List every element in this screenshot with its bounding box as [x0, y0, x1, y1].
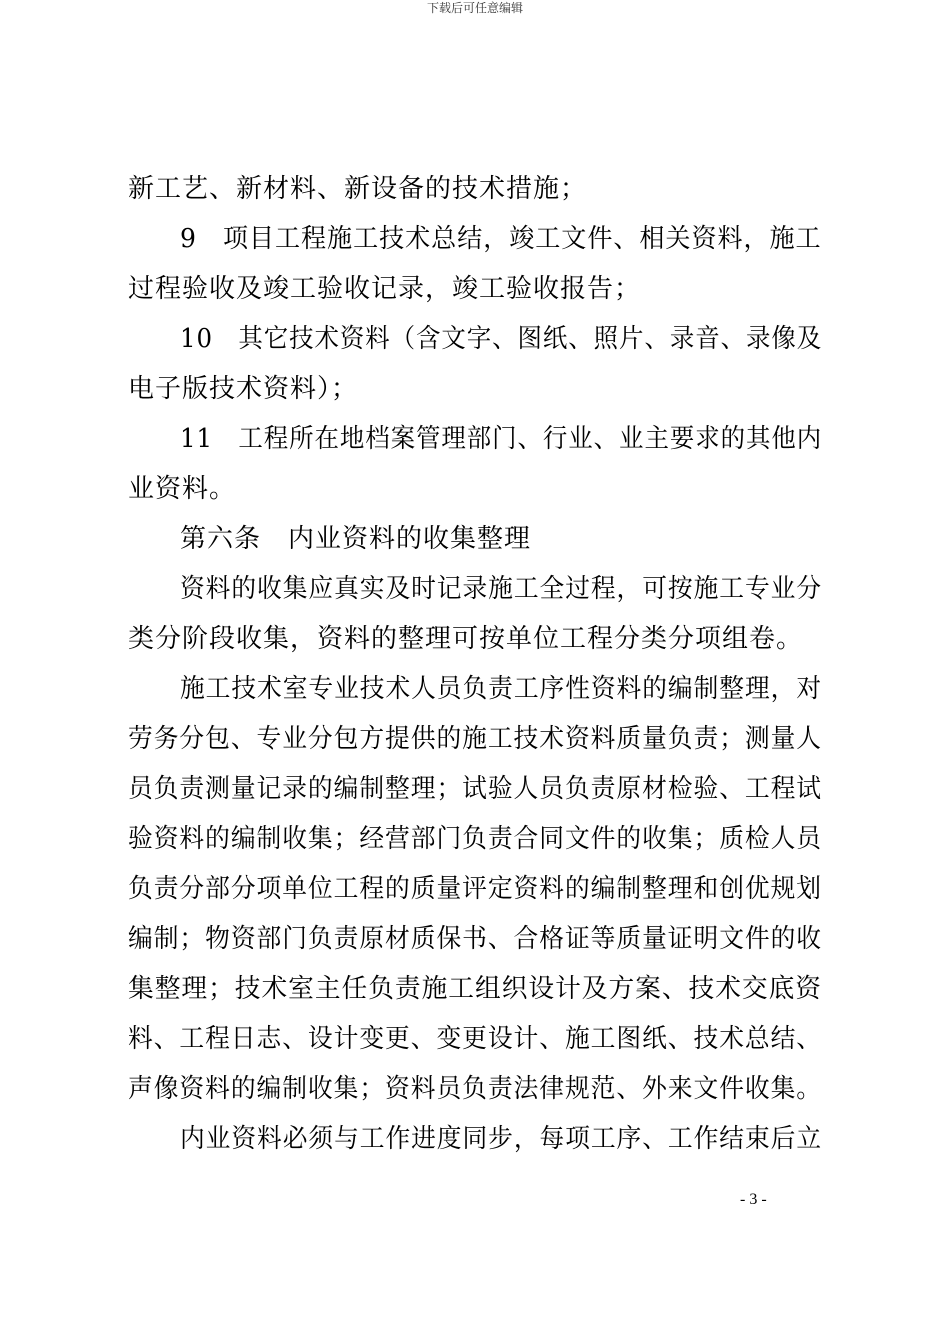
text-line-13: 员负责测量记录的编制整理；试验人员负责原材检验、工程试: [128, 774, 823, 804]
text-line-6: 11 工程所在地档案管理部门、行业、业主要求的其他内: [180, 424, 823, 454]
text-line-19: 声像资料的编制收集；资料员负责法律规范、外来文件收集。: [128, 1074, 823, 1104]
text-line-18: 料、工程日志、设计变更、变更设计、施工图纸、技术总结、: [128, 1024, 823, 1054]
text-line-9: 资料的收集应真实及时记录施工全过程，可按施工专业分: [180, 574, 823, 604]
text-line-5: 电子版技术资料）；: [128, 374, 359, 404]
text-line-12: 劳务分包、专业分包方提供的施工技术资料质量负责；测量人: [128, 724, 823, 754]
text-line-3: 过程验收及竣工验收记录，竣工验收报告；: [128, 274, 642, 304]
text-line-16: 编制；物资部门负责原材质保书、合格证等质量证明文件的收: [128, 924, 823, 954]
text-line-14: 验资料的编制收集；经营部门负责合同文件的收集；质检人员: [128, 824, 823, 854]
text-line-20: 内业资料必须与工作进度同步，每项工序、工作结束后立: [180, 1124, 823, 1154]
text-line-11: 施工技术室专业技术人员负责工序性资料的编制整理，对: [180, 674, 823, 704]
text-line-17: 集整理；技术室主任负责施工组织设计及方案、技术交底资: [128, 974, 823, 1004]
text-line-7: 业资料。: [128, 474, 237, 504]
text-line-15: 负责分部分项单位工程的质量评定资料的编制整理和创优规划: [128, 874, 823, 904]
page-header-note: 下载后可任意编辑: [426, 1, 523, 15]
text-line-10: 类分阶段收集，资料的整理可按单位工程分类分项组卷。: [128, 624, 804, 654]
page-number: - 3 -: [740, 1191, 767, 1208]
text-line-1: 新工艺、新材料、新设备的技术措施；: [128, 174, 588, 204]
section-heading: 第六条 内业资料的收集整理: [180, 524, 532, 554]
text-line-4: 10 其它技术资料（含文字、图纸、照片、录音、录像及: [180, 324, 823, 354]
text-line-2: 9 项目工程施工技术总结，竣工文件、相关资料，施工: [180, 224, 822, 254]
